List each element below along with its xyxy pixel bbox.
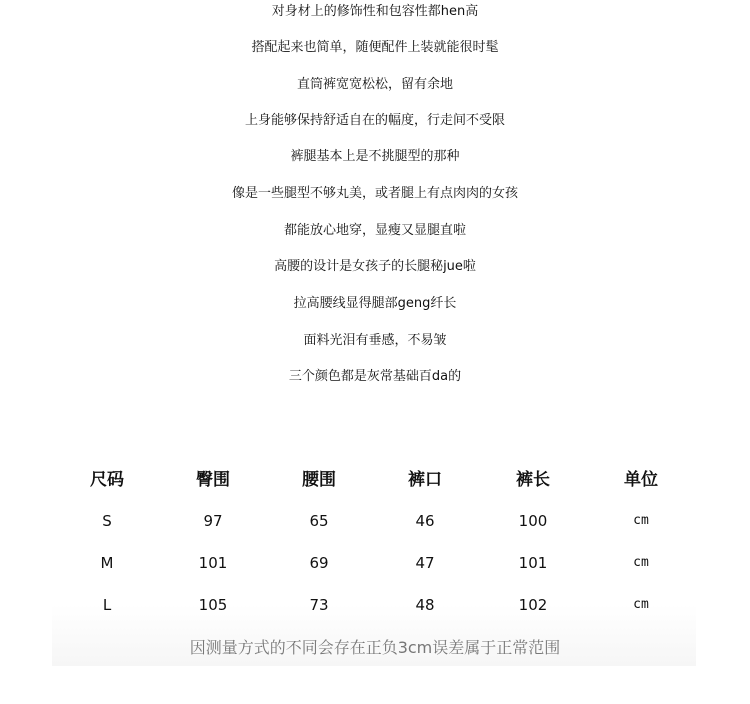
column-header-size: 尺码 bbox=[90, 470, 124, 490]
column-header-waist: 腰围 bbox=[302, 470, 336, 490]
column-header-leg-opening: 裤口 bbox=[408, 470, 442, 490]
table-row bbox=[52, 548, 696, 578]
description-line: 面料光泪有垂感，不易皱 bbox=[303, 333, 447, 348]
measurement-note: 因测量方式的不同会存在正负3cm误差属于正常范围 bbox=[189, 638, 561, 657]
leg-opening-cell: 47 bbox=[415, 554, 435, 572]
leg-opening-cell: 46 bbox=[415, 512, 435, 530]
length-cell: 101 bbox=[518, 554, 548, 572]
description-line: 直筒裤宽宽松松，留有余地 bbox=[296, 77, 453, 92]
table-row bbox=[52, 590, 696, 620]
size-cell: S bbox=[102, 512, 112, 530]
description-line: 裤腿基本上是不挑腿型的那种 bbox=[290, 149, 460, 164]
column-header-length: 裤长 bbox=[516, 470, 550, 490]
unit-cell: cm bbox=[633, 513, 649, 528]
description-line: 都能放心地穿，显瘦又显腿直啦 bbox=[283, 223, 466, 238]
table-header-row bbox=[52, 465, 696, 495]
description-line: 上身能够保持舒适自在的幅度，行走间不受限 bbox=[244, 113, 505, 128]
hip-cell: 105 bbox=[198, 596, 228, 614]
waist-cell: 73 bbox=[309, 596, 329, 614]
table-row bbox=[52, 506, 696, 536]
hip-cell: 101 bbox=[198, 554, 228, 572]
waist-cell: 65 bbox=[309, 512, 329, 530]
unit-cell: cm bbox=[633, 555, 649, 570]
length-cell: 100 bbox=[518, 512, 548, 530]
size-cell: M bbox=[100, 554, 114, 572]
description-line: 搭配起来也简单，随便配件上装就能很时髦 bbox=[251, 40, 499, 55]
description-line: 高腰的设计是女孩子的长腿秘jue啦 bbox=[274, 259, 476, 274]
hip-cell: 97 bbox=[203, 512, 223, 530]
length-cell: 102 bbox=[518, 596, 548, 614]
description-line: 拉高腰线显得腿部geng纤长 bbox=[293, 296, 457, 311]
description-line: 像是一些腿型不够丸美，或者腿上有点肉肉的女孩 bbox=[231, 186, 518, 201]
column-header-hip: 臀围 bbox=[196, 470, 230, 490]
description-line: 三个颜色都是灰常基础百da的 bbox=[288, 369, 462, 384]
description-line: 对身材上的修饰性和包容性都hen高 bbox=[271, 4, 479, 19]
waist-cell: 69 bbox=[309, 554, 329, 572]
unit-cell: cm bbox=[633, 597, 649, 612]
leg-opening-cell: 48 bbox=[415, 596, 435, 614]
size-cell: L bbox=[102, 596, 112, 614]
column-header-unit: 单位 bbox=[624, 470, 658, 490]
